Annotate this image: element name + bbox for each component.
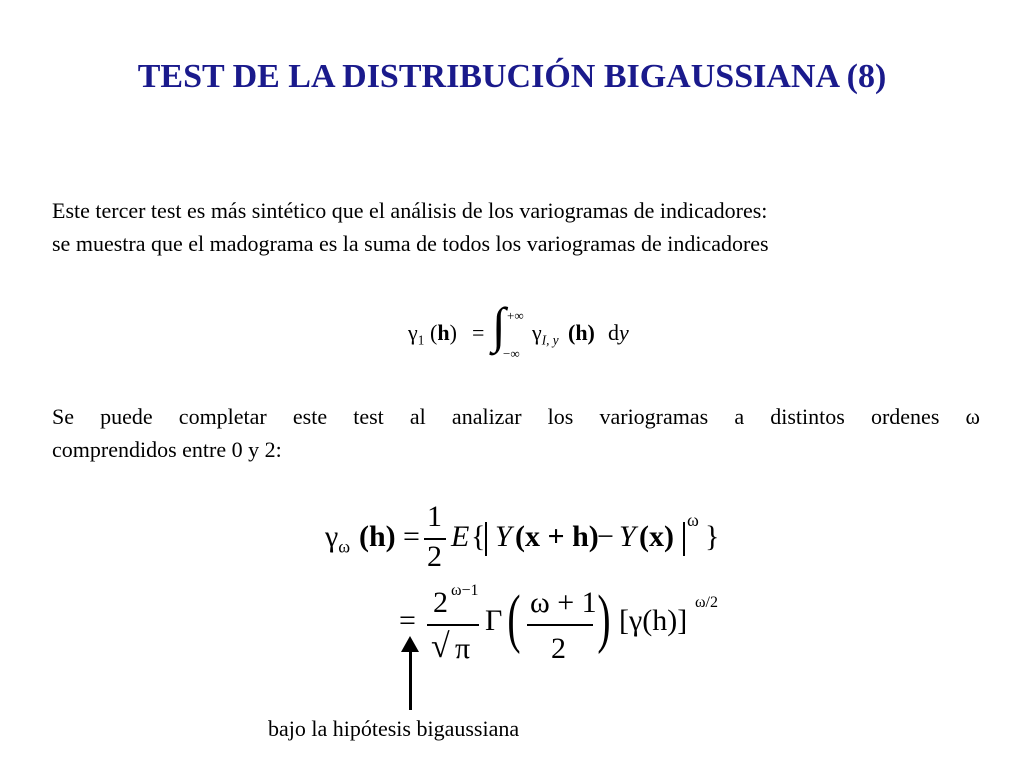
integral-lower-limit: −∞ [503, 346, 520, 361]
equation-bigaussian-result [395, 580, 718, 670]
slide-title: TEST DE LA DISTRIBUCIÓN BIGAUSSIANA (8) [137, 58, 887, 95]
eq3-inner-numerator: ω + 1 [530, 586, 597, 619]
eq2-frac-denominator: 2 [427, 540, 442, 573]
eq2-arg1: (x + h) [515, 520, 599, 553]
eq2-y2: Y [619, 520, 636, 553]
eq3-num-exponent: ω−1 [451, 582, 479, 599]
eq2-arg2: (x) [639, 520, 674, 553]
eq3-equals: = [399, 604, 416, 637]
eq2-brace-open: { [471, 520, 486, 553]
eq3-paren-open: ( [507, 582, 521, 655]
eq2-abs-bar-right [683, 522, 685, 556]
eq1-lhs-arg: (h) [430, 320, 457, 345]
eq2-equals: = [403, 520, 420, 553]
eq3-bracket-expression: [γ(h)] [619, 604, 688, 637]
eq2-y1: Y [495, 520, 512, 553]
eq3-sqrt-sign: √ [431, 628, 450, 665]
arrow-shaft [409, 648, 412, 710]
paragraph-orders [52, 400, 980, 466]
eq2-brace-close: } [705, 520, 720, 553]
eq2-lhs-arg: (h) [359, 520, 396, 553]
paragraph-intro [52, 194, 980, 260]
paragraph-intro-line-1: Este tercer test es más sintético que el análisis de los variogramas de indicadores: [52, 198, 768, 223]
eq3-inner-fraction-bar [527, 624, 593, 626]
eq2-exponent: ω [687, 510, 699, 530]
eq2-expectation: E [451, 520, 470, 553]
eq1-differential: dy [608, 320, 629, 345]
eq3-fraction-bar [427, 624, 479, 626]
eq3-paren-close: ) [597, 582, 611, 655]
eq2-frac-numerator: 1 [427, 500, 442, 533]
eq3-inner-denominator: 2 [551, 632, 566, 665]
eq2-minus: − [597, 520, 614, 553]
eq2-abs-bar-left [485, 522, 487, 556]
eq1-integrand: $\gamma_{I, y}$ [532, 320, 559, 348]
equation-variogram-order-omega [325, 500, 745, 580]
eq1-equals: = [472, 320, 485, 345]
paragraph-orders-line-1: Se puede completar este test al analizar los variogramas a distintos ordenes ω [52, 404, 980, 429]
eq3-pi: π [455, 632, 471, 665]
eq2-lhs: $\gamma_\omega$ [325, 520, 351, 557]
eq3-bracket-exponent: ω/2 [695, 594, 718, 611]
paragraph-orders-line-2: comprendidos entre 0 y 2: [52, 437, 282, 462]
annotation-bigaussian-hypothesis: bajo la hipótesis bigaussiana [268, 716, 520, 741]
integral-upper-limit: +∞ [507, 308, 524, 323]
eq3-num-base: 2 [433, 586, 448, 619]
paragraph-intro-line-2: se muestra que el madograma es la suma de todos los variogramas de indicadores [52, 231, 769, 256]
eq1-lhs: $\gamma_1$ [408, 320, 425, 348]
eq3-gamma-function: Γ [485, 604, 503, 637]
integral-sign: ∫ [492, 297, 506, 353]
eq1-integrand-arg: (h) [568, 320, 595, 345]
